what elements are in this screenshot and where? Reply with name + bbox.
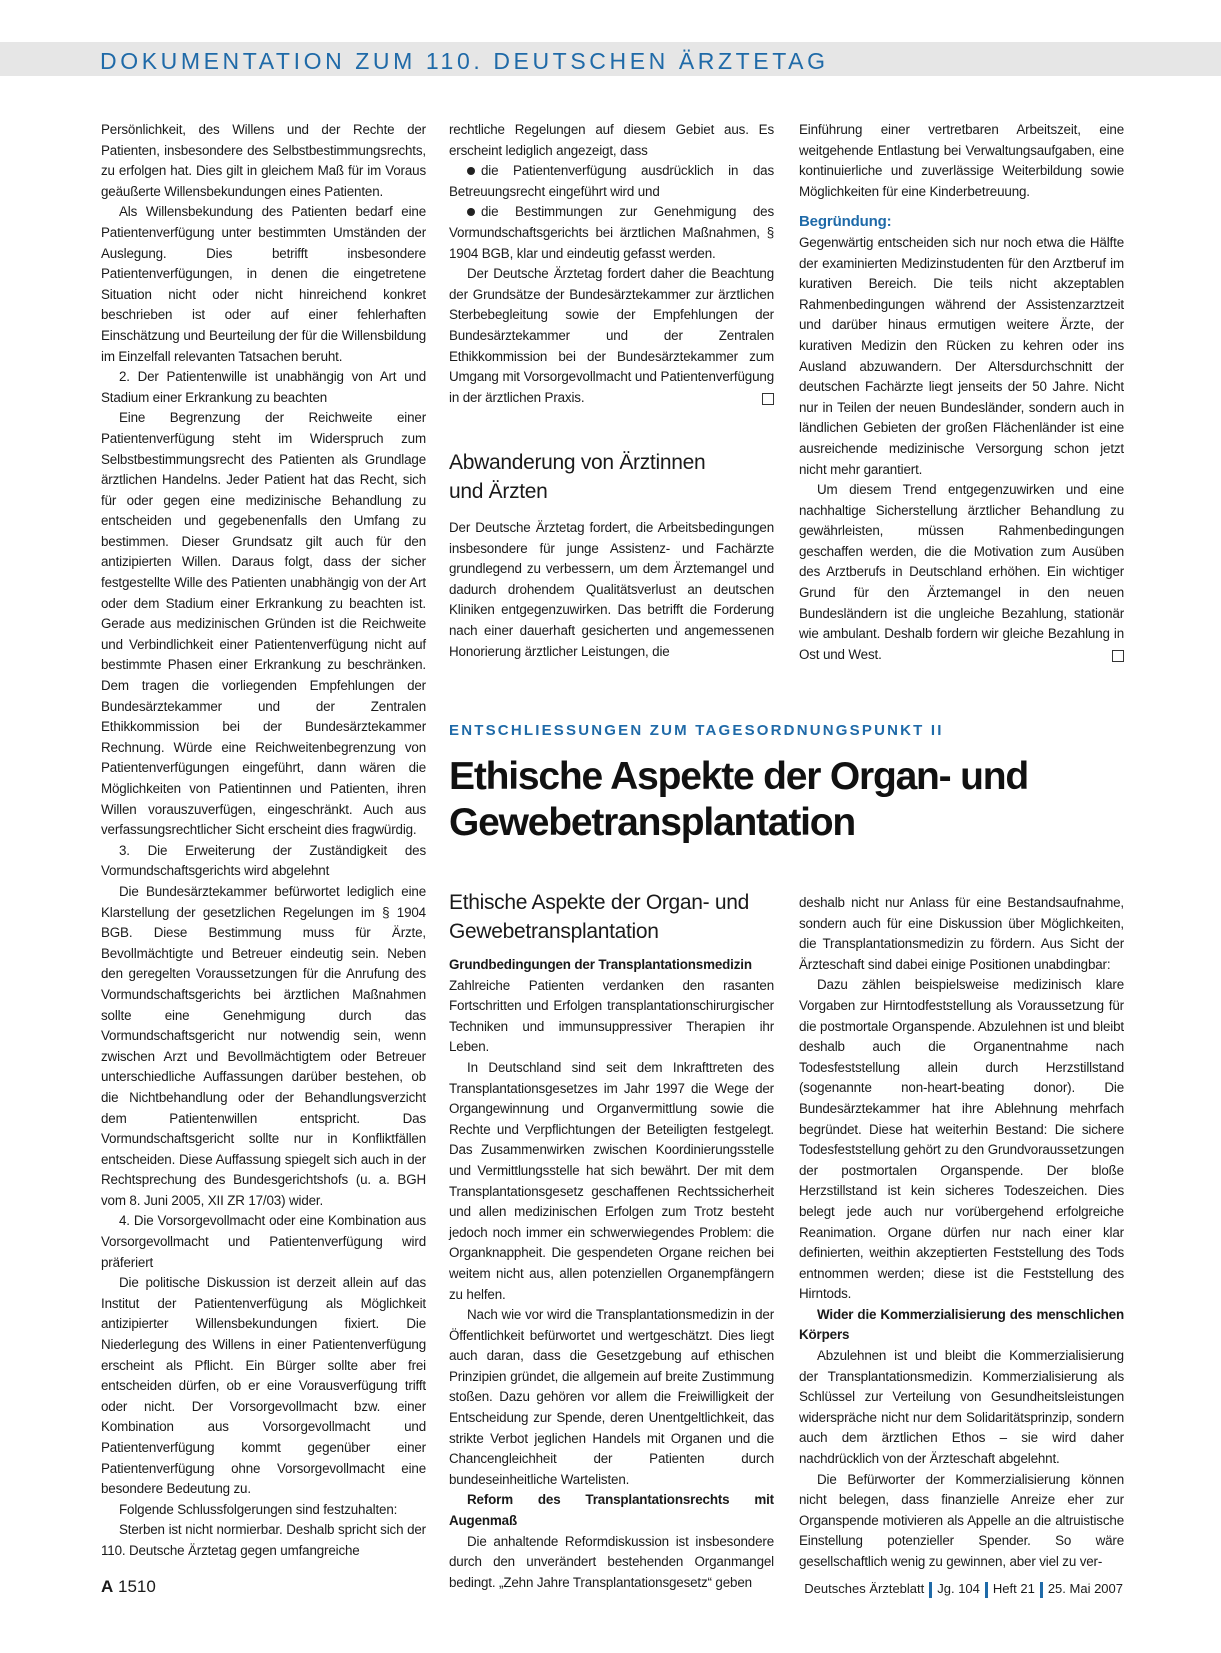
journal-date: 25. Mai 2007 — [1047, 1581, 1123, 1596]
column-2-ethik — [449, 955, 774, 1593]
column-2-abwanderung — [449, 518, 774, 662]
numbered-heading: 3. Die Erweiterung der Zuständigkeit des Vormundschaftsgerichts wird abgelehnt — [101, 842, 426, 879]
journal-name: Deutsches Ärzteblatt — [804, 1581, 925, 1596]
column-2-top — [449, 120, 774, 408]
paragraph: Einführung einer vertretbaren Arbeitszeit, eine weitgehende Entlastung bei Verwaltungsaufgaben, eine kontinuierliche und zuverlässige Weiterbildung sowie Möglichkeiten für eine Kinderbetreuung. — [799, 122, 1124, 199]
title-line: Ethische Aspekte der Organ- und — [449, 755, 1028, 798]
paragraph: rechtliche Regelungen auf diesem Gebiet aus. Es erscheint lediglich angezeigt, dass — [449, 122, 774, 158]
paragraph — [799, 480, 1124, 665]
separator — [1040, 1582, 1043, 1598]
bullet-item — [449, 161, 774, 202]
paragraph: Als Willensbekundung des Patienten bedarf eine Patientenverfügung unter bestimmten Umständen der Auslegung. Dies betrifft insbesondere Patientenverfügungen, in denen die eingetretene Situation nicht oder nicht hinreichend konkret beschrieben ist oder auf einer fehlerhaften Einschätzung und Beurteilung der für die Willensbildung im Einzelfall relevanten Tatsachen beruht. — [101, 204, 426, 364]
heading-line: und Ärzten — [449, 480, 548, 503]
subheading: Reform des Transplantationsrechts mit Augenmaß — [449, 1492, 774, 1529]
paragraph: Abzulehnen ist und bleibt die Kommerzialisierung der Transplantationsmedizin. Kommerzialisierung als Schlüssel zur Verteilung von Gesundheitsleistungen widerspräche nicht nur dem Solidaritätsprinzip, sondern auch dem ärztlichen Ethos – sie wird daher nachdrücklich von der Ärzteschaft abgelehnt. — [799, 1348, 1124, 1467]
paragraph: Persönlichkeit, des Willens und der Rechte der Patienten, insbesondere des Selbstbestimmungsrechts, zu erfolgen hat. Dies gilt in gleichem Maß für im Voraus geäußerte Willensbekundungen eines Patienten. — [101, 122, 426, 199]
separator — [929, 1582, 932, 1598]
paragraph: Nach wie vor wird die Transplantationsmedizin in der Öffentlichkeit befürwortet und wertgeschätzt. Dies liegt auch daran, dass die Gesetzgebung auf ethischen Prinzipien gründet, die allgemein auf breite Zustimmung stoßen. Dazu gehören vor allem die Freiwilligkeit der Entscheidung zur Spende, deren Unentgeltlichkeit, das strikte Verbot jeglichen Handels mit Organen und die Chancengleichheit der Patienten durch bundeseinheitliche Wartelisten. — [449, 1307, 774, 1487]
bullet-item — [449, 202, 774, 264]
end-mark-icon — [1112, 650, 1124, 662]
paragraph: Folgende Schlussfolgerungen sind festzuhalten: — [119, 1501, 398, 1517]
paragraph: Zahlreiche Patienten verdanken den rasanten Fortschritten und Erfolgen transplantationschirurgischer Techniken und immunsuppressiver Therapien ihr Leben. — [449, 977, 774, 1055]
page-number-value: 1510 — [118, 1577, 156, 1596]
bullet-text: die Patientenverfügung ausdrücklich in das Betreuungsrecht eingeführt wird und — [449, 163, 774, 199]
heading-abwanderung — [449, 448, 779, 506]
section-label: ENTSCHLIESSUNGEN ZUM TAGESORDNUNGSPUNKT II — [449, 722, 944, 739]
heading-line: Abwanderung von Ärztinnen — [449, 451, 706, 474]
paragraph: Dazu zählen beispielsweise medizinisch klare Vorgaben zur Hirntodfeststellung als Voraussetzung für die postmortale Organspende. Abzulehnen ist und bleibt deshalb auch die Organentnahme nach Todesfeststellung allein durch Herzstillstand (sogenannte non-heart-beating donor). Die Bundesärztekammer hat ihre Ablehnung mehrfach begründet. Diese hat weiterhin Bestand: Die sichere Todesfeststellung gehört zu den Grundvoraussetzungen der postmortalen Organspende. Der bloße Herzstillstand ist kein sicheres Todeszeichen. Dies belegt jede auch nur vorübergehend erfolgreiche Reanimation. Organe dürfen nur nach einer klar definierten, weithin akzeptierten Feststellung des Tods entnommen werden; diese ist die Feststellung des Hirntods. — [799, 977, 1124, 1302]
subheading: Wider die Kommerzialisierung des menschlichen Körpers — [799, 1306, 1124, 1343]
section-title — [449, 754, 1129, 846]
paragraph: Die anhaltende Reformdiskussion ist insbesondere durch den unverändert bestehenden Organmangel bedingt. „Zehn Jahre Transplantationsgesetz“ geben — [449, 1533, 774, 1590]
journal-volume: Jg. 104 — [937, 1581, 980, 1596]
bullet-icon — [467, 167, 475, 175]
page-number — [101, 1577, 156, 1597]
numbered-heading: 2. Der Patientenwille ist unabhängig von Art und Stadium einer Erkrankung zu beachten — [101, 369, 426, 405]
journal-issue: Heft 21 — [992, 1581, 1035, 1596]
separator — [985, 1582, 988, 1598]
paragraph — [449, 264, 774, 408]
article-heading — [449, 888, 779, 946]
paragraph: Eine Begrenzung der Reichweite einer Patientenverfügung steht im Widerspruch zum Selbstbestimmungsrecht des Patienten als Grundlage ärztlichen Handelns. Jeder Patient hat das Recht, sich für oder gegen eine medizinische Behandlung zu entscheiden und gegebenenfalls den Umfang zu bestimmen. Dieser Grundsatz gilt auch für den antizipierten Willen. Daraus folgt, dass der sicher festgestellte Wille des Patienten unabhängig von der Art oder dem Stadium einer Erkrankung zu beachten ist. Gerade aus medizinischen Gründen ist die Reichweite und Verbindlichkeit einer Patientenverfügung nicht auf bestimmte Phasen einer Erkrankung zu beschränken. Dem tragen die vorliegenden Empfehlungen der Bundesärztekammer und der Zentralen Ethikkommission bei der Bundesärztekammer Rechnung. Würde eine Reichweitenbegrenzung von Patientenverfügungen eingeführt, dann wären die Möglichkeiten von Patientinnen und Patienten, ihren Willen vorauszuverfügen, eingeschränkt. Auch aus verfassungsrechtlicher Sicht erscheint dies fragwürdig. — [101, 410, 426, 838]
paragraph: Sterben ist nicht normierbar. Deshalb spricht sich der 110. Deutsche Ärztetag gegen umfangreiche — [101, 1522, 426, 1558]
page-prefix: A — [101, 1577, 114, 1596]
paragraph: deshalb nicht nur Anlass für eine Bestandsaufnahme, sondern auch für eine Diskussion über Möglichkeiten, die Transplantationsmedizin zu fördern. Aus Sicht der Ärzteschaft sind dabei einige Positionen unabdingbar: — [799, 895, 1124, 972]
bullet-text: die Bestimmungen zur Genehmigung des Vormundschaftsgerichts bei ärztlichen Maßnahmen, § 1904 BGB, klar und eindeutig gefasst werden. — [449, 204, 774, 261]
header-title: DOKUMENTATION ZUM 110. DEUTSCHEN ÄRZTETAG — [100, 48, 829, 74]
heading-line: Gewebetransplantation — [449, 920, 659, 943]
paragraph-text: Um diesem Trend entgegenzuwirken und eine nachhaltige Sicherstellung ärztlicher Behandlung zu gewährleisten, müssen Rahmenbedingungen geschaffen werden, die die Motivation zum Ausüben des Arztberufs in Deutschland erhöhen. Ein wichtiger Grund für den Ärztemangel in den neuen Bundesländern ist die ungleiche Bezahlung, stationär wie ambulant. Deshalb fordern wir gleiche Bezahlung in Ost und West. — [799, 482, 1124, 662]
heading-line: Ethische Aspekte der Organ- und — [449, 891, 750, 914]
begruendung-heading: Begründung: — [799, 213, 892, 231]
column-3-top — [799, 120, 1124, 665]
column-1 — [101, 120, 426, 1562]
journal-citation — [804, 1581, 1123, 1598]
end-mark-icon — [762, 393, 774, 405]
paragraph-text: Der Deutsche Ärztetag fordert daher die Beachtung der Grundsätze der Bundesärztekammer zur ärztlichen Sterbebegleitung sowie der Empfehlungen der Bundesärztekammer und der Zentralen Ethikkommission bei der Bundesärztekammer zum Umgang mit Vorsorgevollmacht und Patientenverfügung in der ärztlichen Praxis. — [449, 266, 774, 405]
paragraph: Die Befürworter der Kommerzialisierung können nicht belegen, dass finanzielle Anreize eher zur Organspende motivieren als Appelle an die altruistische Einstellung potenzieller Spender. So wäre gesellschaftlich wenig zu gewinnen, aber viel zu ver- — [799, 1471, 1124, 1569]
numbered-heading: 4. Die Vorsorgevollmacht oder eine Kombination aus Vorsorgevollmacht und Patientenverfügung wird präferiert — [101, 1213, 426, 1270]
subheading: Grundbedingungen der Transplantationsmedizin — [449, 957, 752, 972]
paragraph: Gegenwärtig entscheiden sich nur noch etwa die Hälfte der examinierten Medizinstudenten für den Arztberuf im kurativen Bereich. Die teils nicht akzeptablen Rahmenbedingungen während der Assistenzarztzeit und darüber hinaus ermutigen weitere Ärzte, der kurativen Medizin den Rücken zu kehren oder ins Ausland abzuwandern. Der Altersdurchschnitt der deutschen Fachärzte liegt jenseits der 50 Jahre. Nicht nur in Teilen der neuen Bundesländer, sondern auch in ländlichen Gebieten der großen Flächenländer ist eine ausreichende medizinische Versorgung schon jetzt nicht mehr garantiert. — [799, 234, 1124, 477]
paragraph: Die politische Diskussion ist derzeit allein auf das Institut der Patientenverfügung als Möglichkeit antizipierter Willensbekundungen fixiert. Die Niederlegung des Willens in einer Patientenverfügung erscheint als Pflicht. Ein Bürger sollte aber frei entscheiden dürfen, ob er eine Vorausverfügung trifft oder nicht. Der Vorsorgevollmacht bzw. einer Kombination aus Vorsorgevollmacht und Patientenverfügung kommt gegenüber einer Patientenverfügung ohne Vorsorgevollmacht eine besondere Bedeutung zu. — [101, 1275, 426, 1497]
title-line: Gewebetransplantation — [449, 801, 856, 844]
paragraph: Der Deutsche Ärztetag fordert, die Arbeitsbedingungen insbesondere für junge Assistenz- und Fachärzte grundlegend zu verbessern, um dem Ärztemangel und dadurch drohendem Qualitätsverlust an deutschen Kliniken entgegenzuwirken. Das betrifft die Forderung nach einer dauerhaft gesicherten und angemessenen Honorierung ärztlicher Leistungen, die — [449, 520, 774, 659]
bullet-icon — [467, 208, 475, 216]
column-3-ethik — [799, 893, 1124, 1573]
paragraph: Die Bundesärztekammer befürwortet lediglich eine Klarstellung der gesetzlichen Regelungen im § 1904 BGB. Diese Bestimmung muss für Ärzte, Bevollmächtigte und Betreuer eindeutig sein. Neben den geregelten Voraussetzungen für die Anrufung des Vormundschaftsgerichts bei ärztlichen Maßnahmen sollte eine Genehmigung durch das Vormundschaftsgericht nur notwendig sein, wenn zwischen Arzt und Bevollmächtigtem oder Betreuer unterschiedliche Auffassungen darüber bestehen, ob die Nichtbehandlung oder der Behandlungsverzicht dem Patientenwillen entspricht. Das Vormundschaftsgericht sollte nur in Konfliktfällen entscheiden. Diese Auffassung spiegelt sich auch in der Rechtsprechung des Bundesgerichtshofs (u. a. BGH vom 8. Juni 2005, XII ZR 17/03) wider. — [101, 883, 426, 1208]
paragraph: In Deutschland sind seit dem Inkrafttreten des Transplantationsgesetzes im Jahr 1997 die Wege der Organgewinnung und Organvermittlung sowie die Rechte und Verpflichtungen der Beteiligten festgelegt. Das Zusammenwirken zwischen Koordinierungsstelle und Vermittlungsstelle hat sich bewährt. Der mit dem Transplantationsgesetz geschaffenen Rechtssicherheit und allen medizinischen Erfolgen zum Trotz besteht jedoch noch immer ein schwerwiegendes Problem: die Organknappheit. Die gespendeten Organe reichen bei weitem nicht aus, allen potenziellen Organempfängern zu helfen. — [449, 1059, 774, 1302]
